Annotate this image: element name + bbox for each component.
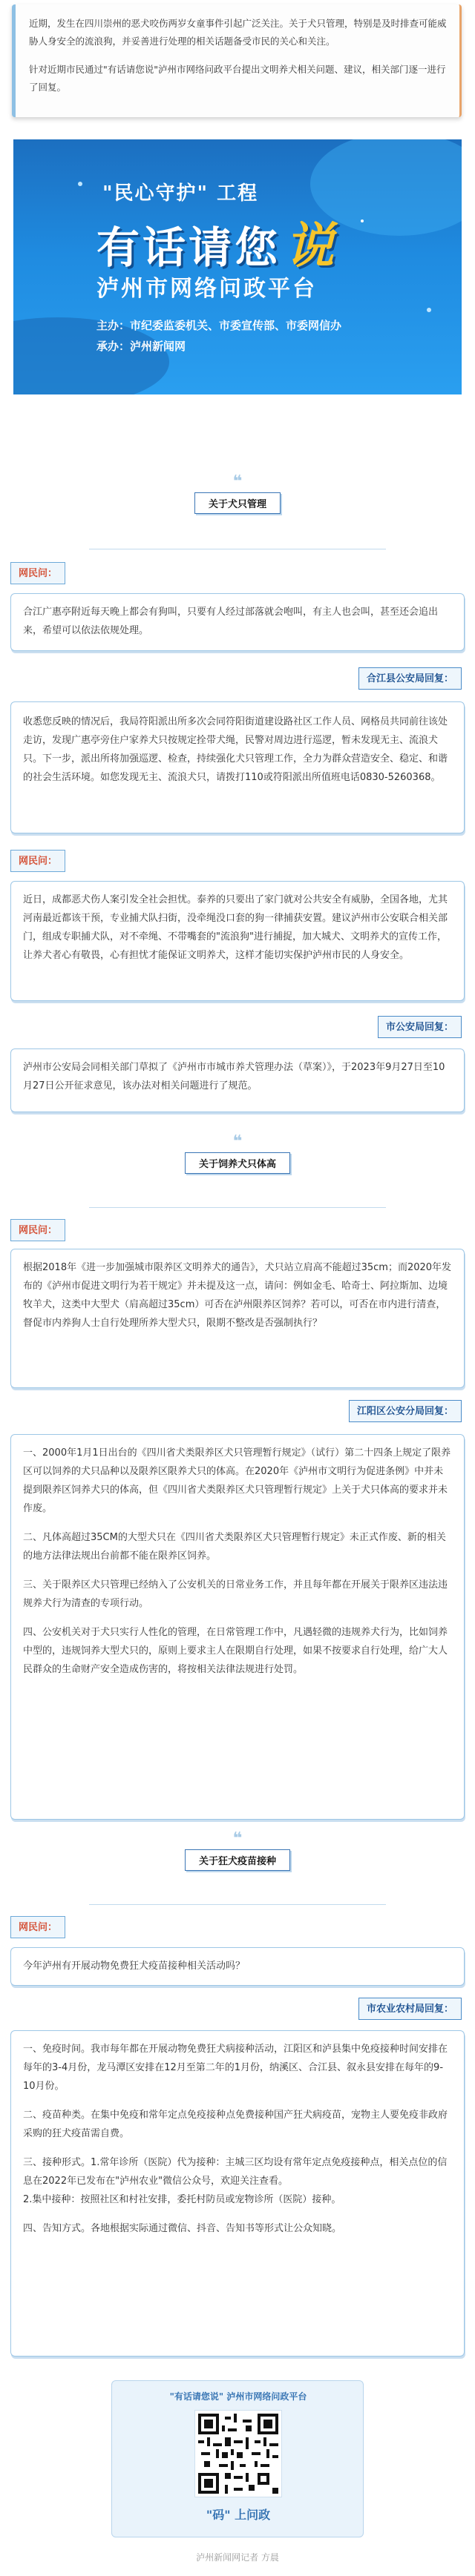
question-tag: 网民问： bbox=[10, 1916, 65, 1938]
question-text: 近日，成都恶犬伤人案引发全社会担忧。泰养的只要出了家门就对公共安全有威胁，全国各地，尤其河南最近都该干预，专业捕犬队扫街，没牵绳没口套的狗一律捕获安置。建议泸州市公安联合相关部门，组成专职捕犬队，对不牵绳、不带嘴套的"流浪狗"进行捕捉，加大城犬、文明养犬的宣传工作，让养犬者心有敬畏，心有担忧才能保证文明养犬，这样才能切实保护泸州市民的人身安全。 bbox=[23, 894, 448, 961]
quote-icon: ❝ bbox=[232, 1132, 243, 1151]
answer-paragraph: 二、疫苗种类。在集中免疫和常年定点免疫接种点免费接种国产狂犬病疫苗，宠物主人要免疫非政府采购的狂犬疫苗需自费。 bbox=[23, 2110, 448, 2139]
question-text: 今年泸州有开展动物免费狂犬疫苗接种相关活动吗？ bbox=[23, 1961, 246, 1972]
answer-paragraph: 四、公安机关对于犬只实行人性化的管理，在日常管理工作中，凡遇轻微的违规养犬行为，比如饲养中型的，违规饲养大型犬只的，原则上要求主人在限期自行处理，如果不按要求自行处理，给广大人民群众的生命财产安全造成伤害的，将按相关法律法规进行处罚。 bbox=[23, 1627, 448, 1675]
banner-platform: 泸州市网络问政平台 bbox=[96, 276, 317, 302]
question-tag: 网民问： bbox=[10, 1219, 65, 1241]
qr-card bbox=[111, 2380, 364, 2537]
quote-icon: ❝ bbox=[232, 1829, 243, 1848]
section-title-dog-height bbox=[163, 1132, 312, 1174]
banner-host bbox=[96, 317, 341, 333]
banner-title-accent: 说 bbox=[285, 217, 338, 274]
divider bbox=[89, 1904, 386, 1905]
banner-slogan: "民心守护" 工程 bbox=[102, 182, 259, 205]
section-label: 关于饲养犬只体高 bbox=[185, 1152, 290, 1174]
answer-tag: 市公安局回复： bbox=[378, 1016, 462, 1038]
banner-image bbox=[13, 139, 462, 394]
answer-card bbox=[10, 2030, 465, 2357]
banner-organizer-value: 泸州新闻网 bbox=[130, 340, 186, 353]
answer-text: 泸州市公安局会同相关部门草拟了《泸州市市城市养犬管理办法（草案）》，于2023年9月27日至10月27日公开征求意见，该办法对相关问题进行了规范。 bbox=[23, 1062, 445, 1092]
answer-tag: 合江县公安局回复： bbox=[358, 667, 462, 690]
question-tag: 网民问： bbox=[10, 562, 65, 584]
answer-card bbox=[10, 701, 465, 833]
footer-platform-line: "有话请您说" 泸州市网络问政平台 bbox=[169, 2391, 307, 2402]
question-card bbox=[10, 1249, 465, 1388]
intro-box bbox=[12, 4, 462, 117]
banner-organizer-label: 承办： bbox=[96, 340, 131, 353]
divider bbox=[89, 1207, 386, 1208]
qr-caption: "码" 上问政 bbox=[206, 2508, 271, 2522]
question-card bbox=[10, 593, 465, 651]
answer-paragraph: 二、凡体高超过35CM的大型犬只在《四川省犬类限养区犬只管理暂行规定》未正式作废、新的相关的地方法律法规出台前都不能在限养区饲养。 bbox=[23, 1532, 446, 1562]
quote-icon: ❝ bbox=[232, 472, 243, 491]
qr-code-icon bbox=[198, 2414, 278, 2494]
intro-paragraph-2: 针对近期市民通过"有话请您说"泸州市网络问政平台提出文明养犬相关问题、建议，相关部门逐一进行了回复。 bbox=[29, 64, 446, 93]
footer-credit: 泸州新闻网记者 方晨 bbox=[196, 2552, 279, 2563]
answer-card bbox=[10, 1048, 465, 1112]
section-title-rabies-vaccine bbox=[163, 1829, 312, 1871]
answer-paragraph: 一、2000年1月1日出台的《四川省犬类限养区犬只管理暂行规定》（试行）第二十四条上规定了限养区可以饲养的犬只品种以及限养区限养犬只的体高。在2020年《泸州市文明行为促进条例》中并未提到限养区饲养犬只的体高，但《四川省犬类限养区犬只管理暂行规定》上关于犬只体高的要求并未作废。 bbox=[23, 1447, 451, 1514]
answer-paragraph: 三、关于限养区犬只管理已经纳入了公安机关的日常业务工作，并且每年都在开展关于限养区违法违规养犬行为清查的专项行动。 bbox=[23, 1579, 448, 1609]
banner-organizer bbox=[96, 338, 186, 354]
answer-tag: 市农业农村局回复： bbox=[358, 1998, 462, 2020]
banner-host-label: 主办： bbox=[96, 319, 131, 332]
answer-paragraph: 2.集中接种：按照社区和村社安排，委托村防员或宠物诊所（医院）接种。 bbox=[23, 2194, 341, 2205]
banner-title bbox=[96, 206, 337, 277]
question-tag: 网民问： bbox=[10, 850, 65, 872]
section-label: 关于犬只管理 bbox=[194, 492, 281, 514]
question-card bbox=[10, 881, 465, 1001]
section-title-dog-management bbox=[163, 472, 312, 514]
question-text: 合江广惠亭附近每天晚上都会有狗叫，只要有人经过部落就会咆叫，有主人也会叫，甚至还会追出来，希望可以依法依规处理。 bbox=[23, 607, 439, 636]
intro-paragraph-1: 近期，发生在四川崇州的恶犬咬伤两岁女童事件引起广泛关注。关于犬只管理，特别是及时排查可能威胁人身安全的流浪狗，并妥善进行处理的相关话题备受市民的关心和关注。 bbox=[29, 18, 447, 47]
answer-paragraph: 一、免疫时间。我市每年都在开展动物免费狂犬病接种活动，江阳区和泸县集中免疫接种时间安排在每年的3-4月份，龙马潭区安排在12月至第二年的1月份，纳溪区、合江县、叙永县安排在每年的9-10月份。 bbox=[23, 2044, 448, 2092]
answer-paragraph: 四、告知方式。各地根据实际通过微信、抖音、告知书等形式让公众知晓。 bbox=[23, 2223, 342, 2234]
banner-title-main: 有话请您 bbox=[96, 222, 281, 273]
banner-host-value: 市纪委监委机关、市委宣传部、市委网信办 bbox=[130, 319, 342, 332]
answer-paragraph: 三、接种形式。1.常年诊所（医院）代为接种：主城三区均设有常年定点免疫接种点，相关点位的信息在2022年已发布在"泸州农业"微信公众号，欢迎关注查看。 bbox=[23, 2157, 448, 2187]
question-card bbox=[10, 1947, 465, 1986]
answer-text: 收悉您反映的情况后，我局符阳派出所多次会同符阳街道建设路社区工作人员、网格员共同前往该处走访，发现广惠亭旁住户家养犬只按规定拴带犬绳，民警对周边进行巡逻，暂未发现无主、流浪犬只。下一步，派出所将加强巡逻、检查，持续强化犬只管理工作，全力为群众营造安全、稳定、和谐的社会生活环境。如您发现无主、流浪犬只，请拨打110或符阳派出所值班电话0830-5260368。 bbox=[23, 716, 448, 783]
answer-card bbox=[10, 1434, 465, 1820]
answer-tag: 江阳区公安分局回复： bbox=[349, 1400, 462, 1422]
qr-code[interactable] bbox=[195, 2411, 281, 2497]
section-label: 关于狂犬疫苗接种 bbox=[185, 1849, 290, 1871]
question-text: 根据2018年《进一步加强城市限养区文明养犬的通告》，犬只站立肩高不能超过35cm；而2020年发布的《泸州市促进文明行为若干规定》并未提及这一点，请问：例如金毛、哈奇士、阿拉斯加、边境牧羊犬，这类中大型犬（肩高超过35cm）可否在泸州限养区饲养？若可以，可否在市内进行清查，督促市内养狗人士自行处理所养大型犬只，限期不整改是否强制执行？ bbox=[23, 1262, 452, 1329]
